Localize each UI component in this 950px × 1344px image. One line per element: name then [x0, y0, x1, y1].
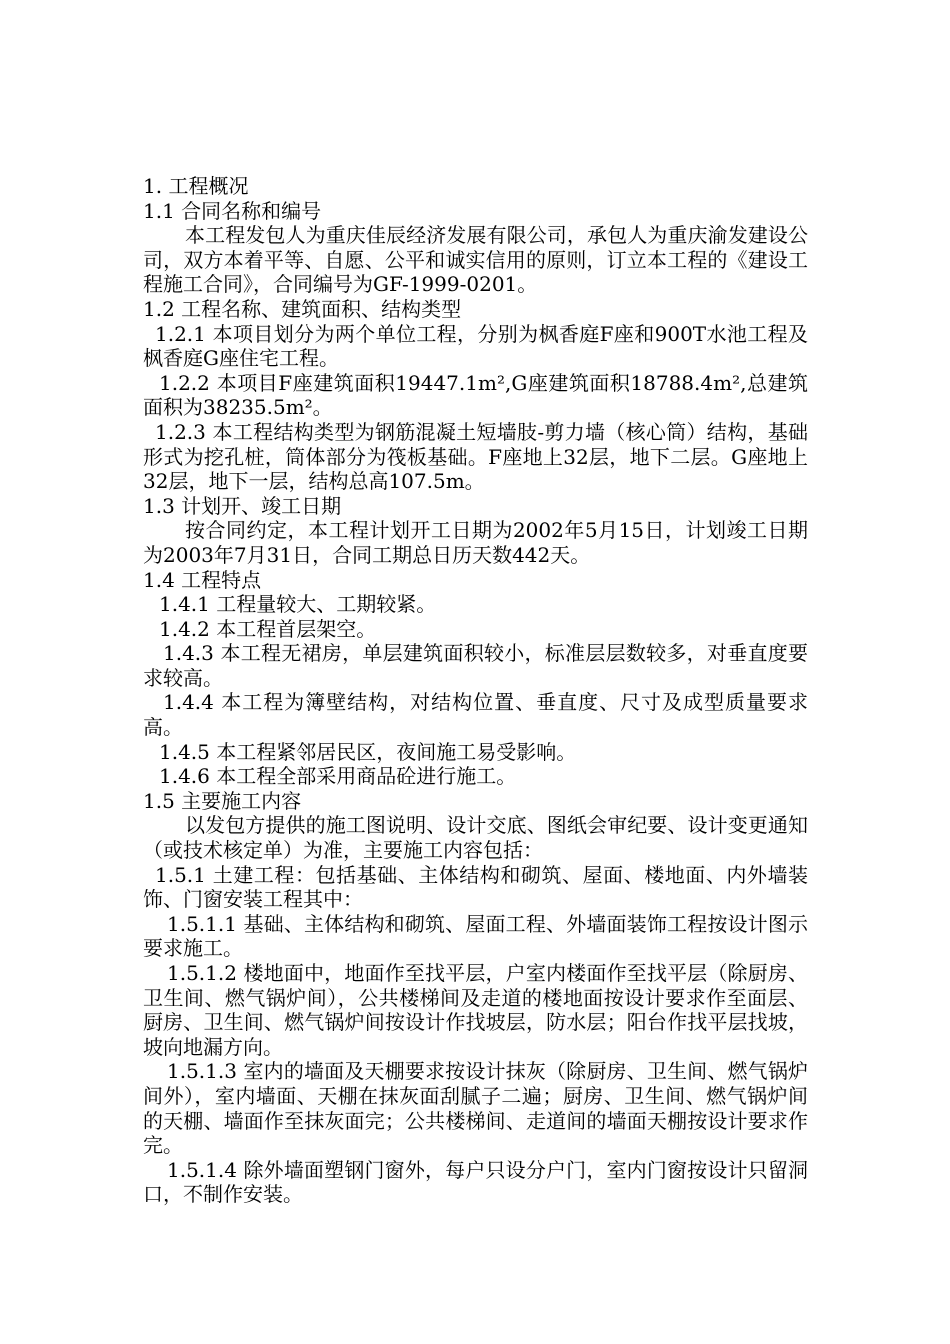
subsection-heading-1-3: 1.3 计划开、竣工日期 — [143, 493, 342, 518]
clause-1-4-4: 1.4.4 本工程为簿壁结构，对结构位置、垂直度、尺寸及成型质量要求高。 — [143, 690, 808, 740]
clause-1-4-1: 1.4.1 工程量较大、工期较紧。 — [159, 592, 437, 617]
clause-1-4-6: 1.4.6 本工程全部采用商品砼进行施工。 — [159, 764, 517, 789]
subsection-heading-1-2: 1.2 工程名称、建筑面积、结构类型 — [143, 296, 462, 321]
clause-1-4-3: 1.4.3 本工程无裙房，单层建筑面积较小，标准层层数较多，对垂直度要求较高。 — [143, 641, 808, 690]
subsection-heading-1-4: 1.4 工程特点 — [143, 567, 262, 592]
paragraph-scope: 以发包方提供的施工图说明、设计交底、图纸会审纪要、设计变更通知（或技术核定单）为准，主要施工内容包括： — [143, 813, 808, 863]
section-heading-1: 1. 工程概况 — [143, 174, 249, 198]
clause-1-2-1: 1.2.1 本项目划分为两个单位工程，分别为枫香庭F座和900T水池工程及枫香庭G座住宅工程。 — [143, 321, 808, 371]
clause-1-5-1-1: 1.5.1.1 基础、主体结构和砌筑、屋面工程、外墙面装饰工程按设计图示要求施工。 — [143, 911, 808, 961]
clause-1-5-1-3: 1.5.1.3 室内的墙面及天棚要求按设计抹灰（除厨房、卫生间、燃气锅炉间外），室内墙面、天棚在抹灰面刮腻子二遍；厨房、卫生间、燃气锅炉间的天棚、墙面作至抹灰面完；公共楼梯间、走道间的墙面天棚按设计要求作完。 — [143, 1059, 808, 1158]
paragraph-contract: 本工程发包人为重庆佳辰经济发展有限公司，承包人为重庆渝发建设公司，双方本着平等、自愿、公平和诚实信用的原则，订立本工程的《建设工程施工合同》，合同编号为GF-1999-0201。 — [143, 223, 808, 297]
clause-1-2-2: 1.2.2 本项目F座建筑面积19447.1m²,G座建筑面积18788.4m²,总建筑面积为38235.5m²。 — [143, 370, 808, 420]
paragraph-schedule: 按合同约定，本工程计划开工日期为2002年5月15日，计划竣工日期为2003年7月31日，合同工期总日历天数442天。 — [143, 518, 808, 567]
clause-1-4-5: 1.4.5 本工程紧邻居民区，夜间施工易受影响。 — [159, 739, 577, 764]
clause-1-5-1-4: 1.5.1.4 除外墙面塑钢门窗外，每户只设分户门，室内门窗按设计只留洞口，不制作安装。 — [143, 1157, 808, 1207]
clause-1-2-3: 1.2.3 本工程结构类型为钢筋混凝土短墙肢-剪力墙（核心筒）结构，基础形式为挖孔桩，筒体部分为筏板基础。F座地上32层，地下二层。G座地上32层，地下一层，结构总高107.5m。 — [143, 419, 808, 494]
document-body — [143, 174, 808, 1207]
subsection-heading-1-1: 1.1 合同名称和编号 — [143, 198, 322, 223]
clause-1-4-2: 1.4.2 本工程首层架空。 — [159, 616, 377, 641]
subsection-heading-1-5: 1.5 主要施工内容 — [143, 788, 302, 813]
clause-1-5-1: 1.5.1 土建工程：包括基础、主体结构和砌筑、屋面、楼地面、内外墙装饰、门窗安装工程其中： — [143, 862, 808, 912]
clause-1-5-1-2: 1.5.1.2 楼地面中，地面作至找平层，户室内楼面作至找平层（除厨房、卫生间、燃气锅炉间），公共楼梯间及走道的楼地面按设计要求作至面层、厨房、卫生间、燃气锅炉间按设计作找坡层，防水层；阳台作找平层找坡，坡向地漏方向。 — [143, 961, 808, 1059]
